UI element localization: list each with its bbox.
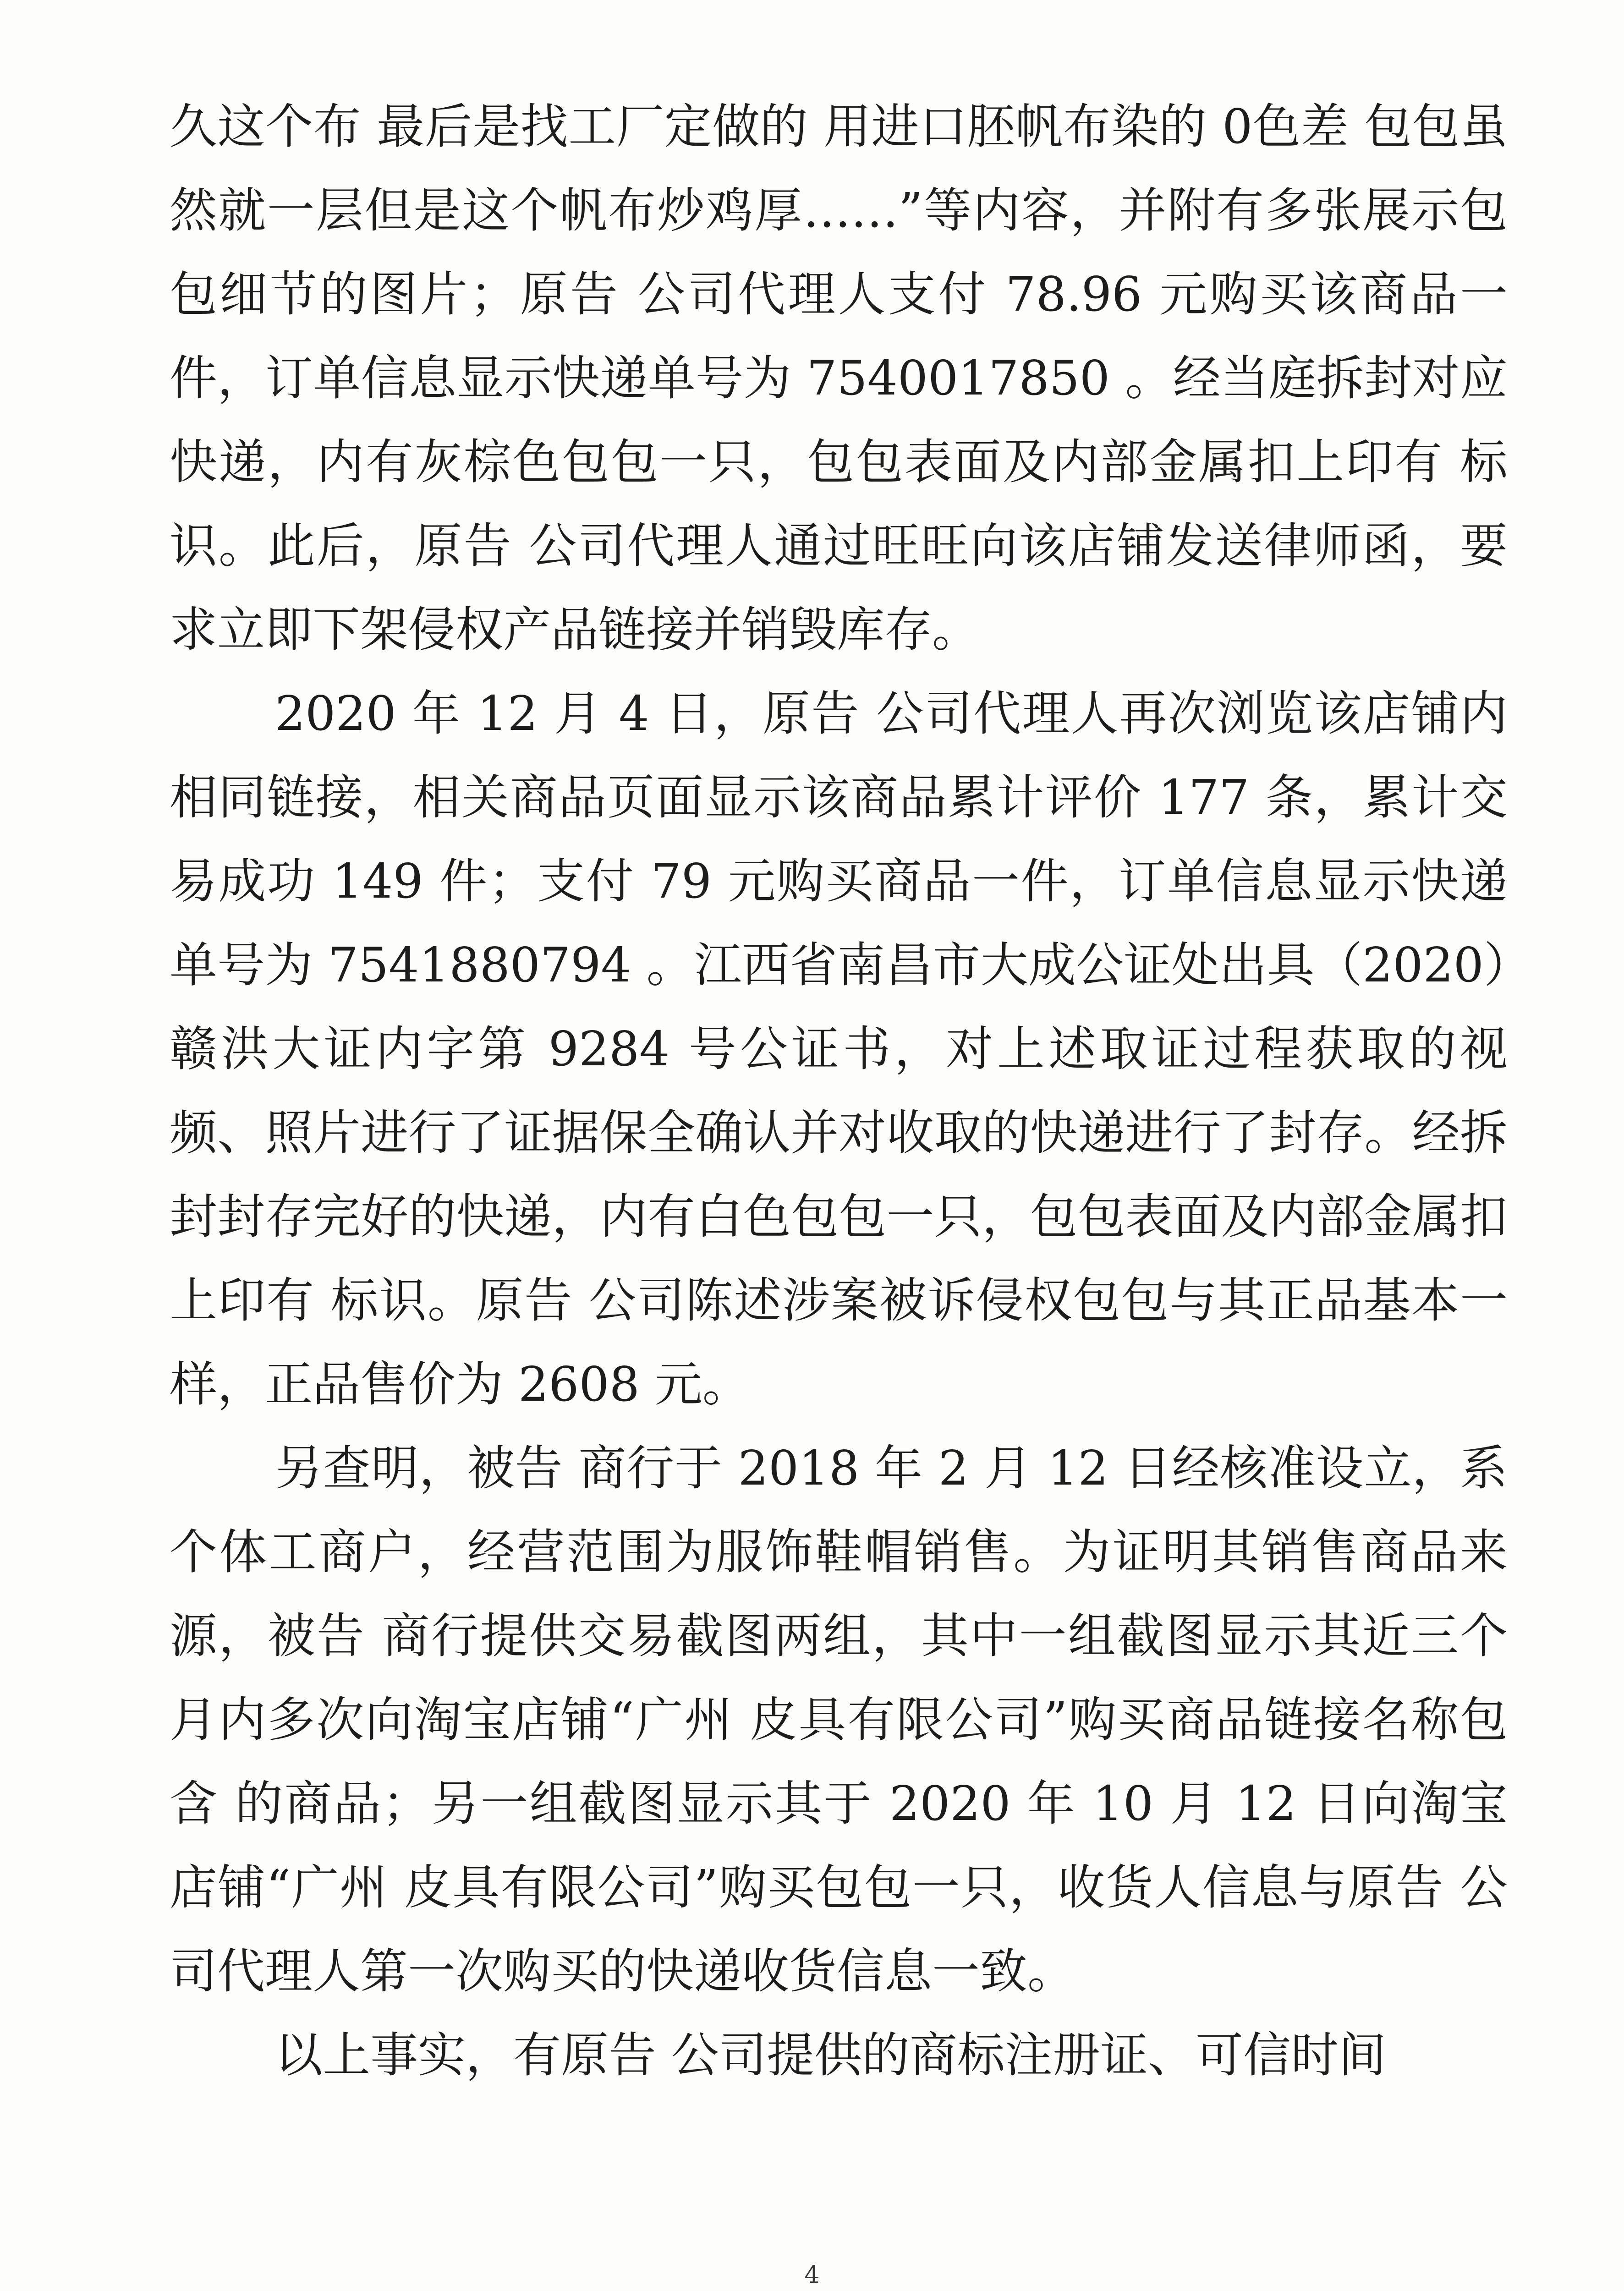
paragraph-3: 另查明，被告 商行于 2018 年 2 月 12 日经核准设立，系个体工商户，经营范围为服饰鞋帽销售。为证明其销售商品来源，被告 商行提供交易截图两组，其中一组截图显示其近三个月内多次向淘宝店铺“广州 皮具有限公司”购买商品链接名称包含 的商品；另一组截图显示其于 2020 年 10 月 12 日向淘宝店铺“广州 皮具有限公司”购买包包一只，收货人信息与原告 公司代理人第一次购买的快递收货信息一致。 xyxy=(170,1440,1508,1999)
paragraph-4: 以上事实，有原告 公司提供的商标注册证、可信时间 xyxy=(275,2027,1387,2083)
body-text xyxy=(170,85,1508,2097)
paragraph-1: 久这个布 最后是找工厂定做的 用进口胚帆布染的 0色差 包包虽然就一层但是这个帆布炒鸡厚……”等内容，并附有多张展示包包细节的图片；原告 公司代理人支付 78.96 元购买该商品一件，订单信息显示快递单号为 7540017850 。经当庭拆封对应快递，内有灰棕色包包一只，包包表面及内部金属扣上印有 标识。此后，原告 公司代理人通过旺旺向该店铺发送律师函，要求立即下架侵权产品链接并销毁库存。 xyxy=(170,99,1508,658)
paragraph-2: 2020 年 12 月 4 日，原告 公司代理人再次浏览该店铺内相同链接，相关商品页面显示该商品累计评价 177 条，累计交易成功 149 件；支付 79 元购买商品一件，订单信息显示快递单号为 7541880794 。江西省南昌市大成公证处出具（2020）赣洪大证内字第 9284 号公证书，对上述取证过程获取的视频、照片进行了证据保全确认并对收取的快递进行了封存。经拆封封存完好的快递，内有白色包包一只，包包表面及内部金属扣上印有 标识。原告 公司陈述涉案被诉侵权包包与其正品基本一样，正品售价为 2608 元。 xyxy=(170,685,1508,1412)
page-number: 4 xyxy=(804,2261,820,2289)
